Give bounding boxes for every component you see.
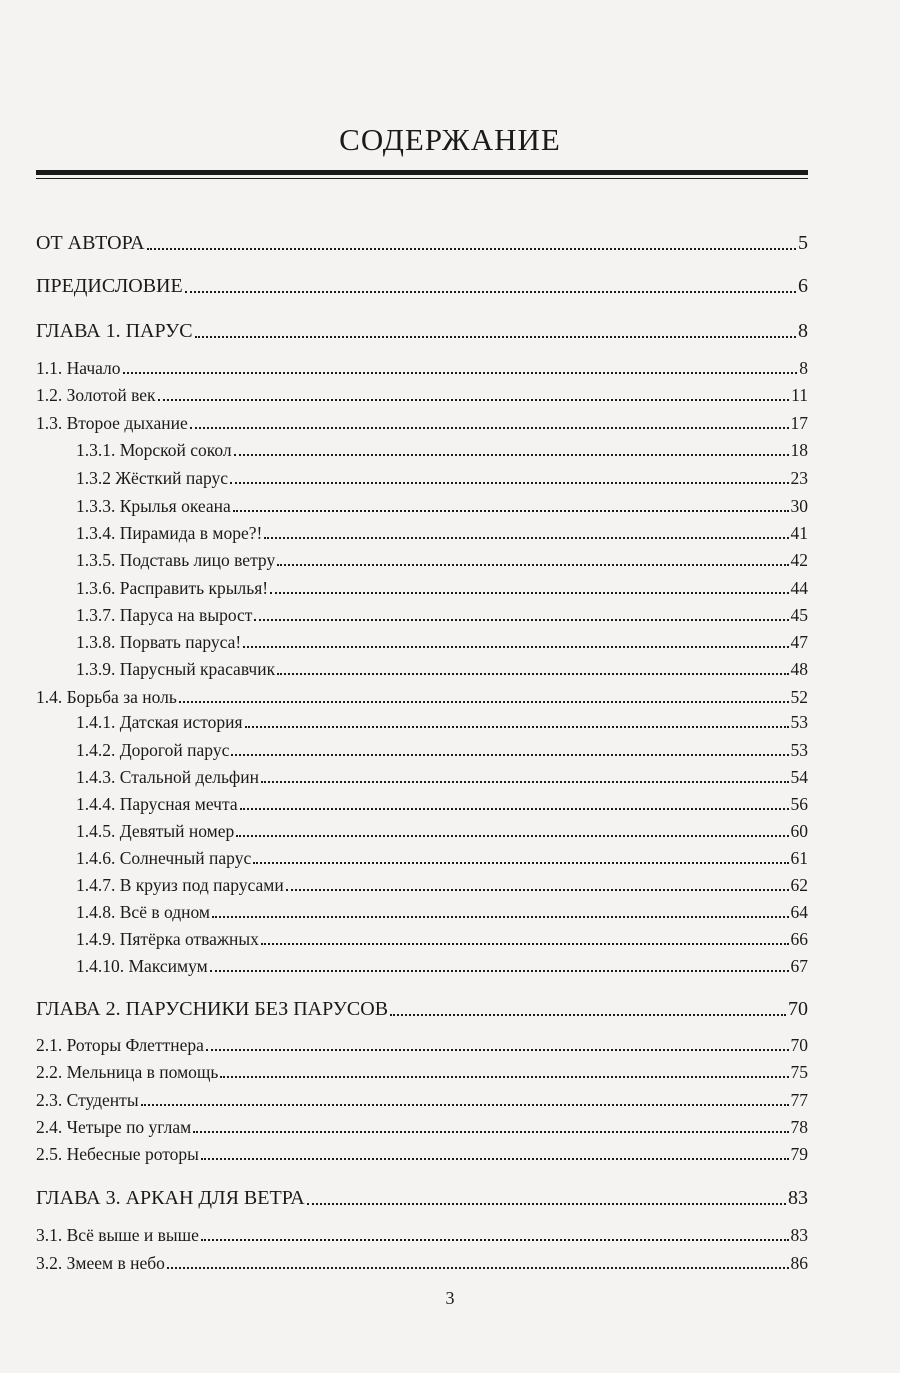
toc-entry-title: 3.1. Всё выше и выше	[36, 1225, 199, 1245]
toc-entry-page: 53	[790, 712, 808, 732]
toc-leader-dots	[201, 1158, 789, 1160]
toc-entry-page: 5	[798, 232, 808, 254]
toc-entry-page: 8	[799, 358, 808, 378]
toc-entry-title: 1.3.2 Жёсткий парус	[76, 468, 229, 488]
toc-leader-dots	[234, 454, 789, 456]
toc-leader-dots	[245, 726, 789, 728]
toc-entry	[36, 1035, 808, 1056]
toc-entry-title: 2.5. Небесные роторы	[36, 1144, 199, 1164]
toc-entry-page: 30	[790, 496, 808, 516]
toc-entry-page: 56	[790, 794, 808, 814]
toc-entry	[76, 468, 808, 489]
toc-entry-page: 79	[790, 1144, 808, 1164]
toc-leader-dots	[253, 862, 788, 864]
toc-entry	[76, 523, 808, 544]
toc-entry-title: ГЛАВА 2. ПАРУСНИКИ БЕЗ ПАРУСОВ	[36, 998, 389, 1020]
toc-entry-title: 1.4.4. Парусная мечта	[76, 794, 238, 814]
title-rule-thin	[36, 178, 808, 179]
toc-entry-page: 83	[790, 1225, 808, 1245]
toc-entry	[76, 632, 808, 653]
toc-entry-title: 1.4.10. Максимум	[76, 956, 208, 976]
toc-leader-dots	[264, 537, 788, 539]
toc-entry-page: 11	[791, 385, 808, 405]
toc-entry-page: 42	[790, 550, 808, 570]
toc-entry	[76, 956, 808, 977]
toc-leader-dots	[167, 1267, 789, 1269]
toc-leader-dots	[286, 889, 789, 891]
toc-entry-page: 45	[790, 605, 808, 625]
toc-entry	[36, 275, 808, 298]
toc-leader-dots	[220, 1076, 788, 1078]
toc-entry-title: 2.4. Четыре по углам	[36, 1117, 192, 1137]
toc-entry	[76, 712, 808, 733]
toc-entry	[36, 413, 808, 434]
toc-entry	[76, 496, 808, 517]
toc-entry-title: 2.3. Студенты	[36, 1090, 139, 1110]
toc-leader-dots	[206, 1049, 789, 1051]
toc-leader-dots	[240, 808, 789, 810]
toc-entry-page: 66	[790, 929, 808, 949]
toc-entry-page: 64	[790, 902, 808, 922]
toc-entry	[36, 687, 808, 708]
toc-entry	[76, 659, 808, 680]
toc-leader-dots	[210, 970, 789, 972]
toc-leader-dots	[261, 781, 789, 783]
toc-entry-page: 48	[790, 659, 808, 679]
toc-entry-title: 1.3. Второе дыхание	[36, 413, 188, 433]
toc-entry	[36, 1225, 808, 1246]
toc-entry-title: 3.2. Змеем в небо	[36, 1253, 165, 1273]
toc-entry-title: 1.4.3. Стальной дельфин	[76, 767, 259, 787]
toc-entry-title: 1.3.3. Крылья океана	[76, 496, 231, 516]
toc-leader-dots	[230, 482, 788, 484]
toc-entry-title: 1.4. Борьба за ноль	[36, 687, 177, 707]
toc-entry-page: 61	[790, 848, 808, 868]
toc-entry-title: 1.3.6. Расправить крылья!	[76, 578, 269, 598]
toc-entry-title: 1.3.4. Пирамида в море?!	[76, 523, 263, 543]
toc-entry-title: ОТ АВТОРА	[36, 232, 145, 254]
toc-entry	[76, 740, 808, 761]
toc-entry-title: 1.1. Начало	[36, 358, 121, 378]
toc-leader-dots	[390, 1014, 786, 1016]
toc-entry-title: 1.3.1. Морской сокол	[76, 440, 232, 460]
toc-entry-title: 1.3.7. Паруса на вырост	[76, 605, 253, 625]
toc-leader-dots	[277, 564, 788, 566]
toc-entry	[76, 875, 808, 896]
toc-entry	[36, 1187, 808, 1210]
toc-entry	[76, 550, 808, 571]
toc-entry-page: 17	[790, 413, 808, 433]
page-number: 3	[445, 1288, 455, 1308]
toc-entry	[36, 1090, 808, 1111]
toc-entry-page: 86	[790, 1253, 808, 1273]
toc-entry-page: 23	[790, 468, 808, 488]
toc-entry	[36, 232, 808, 255]
toc-entry	[76, 767, 808, 788]
toc-entry-page: 60	[790, 821, 808, 841]
toc-entry-title: ПРЕДИСЛОВИЕ	[36, 275, 183, 297]
toc-entry-page: 8	[798, 320, 808, 342]
toc-entry	[36, 1117, 808, 1138]
toc-leader-dots	[141, 1104, 789, 1106]
toc-entry-title: 1.4.9. Пятёрка отважных	[76, 929, 259, 949]
toc-entry	[76, 929, 808, 950]
toc-entry	[76, 440, 808, 461]
toc-leader-dots	[254, 619, 788, 621]
toc-leader-dots	[212, 916, 789, 918]
toc-leader-dots	[193, 1131, 788, 1133]
toc-entry-page: 41	[790, 523, 808, 543]
toc-entry	[76, 578, 808, 599]
toc-entry-page: 67	[790, 956, 808, 976]
toc-entry-title: 2.1. Роторы Флеттнера	[36, 1035, 204, 1055]
toc-entry-page: 78	[790, 1117, 808, 1137]
toc-leader-dots	[277, 673, 788, 675]
toc-leader-dots	[179, 701, 789, 703]
toc-leader-dots	[201, 1239, 789, 1241]
toc-leader-dots	[231, 754, 788, 756]
toc-entry-page: 75	[790, 1062, 808, 1082]
toc-entry	[76, 794, 808, 815]
toc-entry-title: 1.4.5. Девятый номер	[76, 821, 235, 841]
toc-entry-page: 54	[790, 767, 808, 787]
toc-entry-title: 1.4.6. Солнечный парус	[76, 848, 252, 868]
toc-leader-dots	[307, 1203, 786, 1205]
toc-leader-dots	[147, 248, 796, 250]
toc-entry-page: 52	[790, 687, 808, 707]
toc-entry-title: 1.4.1. Датская история	[76, 712, 243, 732]
page-title: СОДЕРЖАНИЕ	[339, 122, 561, 157]
toc-entry-page: 53	[790, 740, 808, 760]
toc-entry	[76, 821, 808, 842]
toc-entry	[36, 1144, 808, 1165]
toc-entry-title: ГЛАВА 3. АРКАН ДЛЯ ВЕТРА	[36, 1187, 305, 1209]
toc-leader-dots	[261, 943, 789, 945]
toc-entry-title: 1.3.8. Порвать паруса!	[76, 632, 242, 652]
toc-entry-title: 1.3.9. Парусный красавчик	[76, 659, 276, 679]
title-rule-thick	[36, 170, 808, 175]
toc-entry-page: 70	[788, 998, 808, 1020]
toc-entry-title: 1.4.2. Дорогой парус	[76, 740, 230, 760]
toc-entry-page: 62	[790, 875, 808, 895]
toc-entry-page: 18	[790, 440, 808, 460]
toc-leader-dots	[190, 427, 789, 429]
toc-entry	[36, 385, 808, 406]
toc-entry	[36, 998, 808, 1021]
toc-entry-page: 83	[788, 1187, 808, 1209]
toc-entry-page: 77	[790, 1090, 808, 1110]
toc-entry-title: 1.3.5. Подставь лицо ветру	[76, 550, 276, 570]
toc-entry-page: 44	[790, 578, 808, 598]
toc-entry-page: 6	[798, 275, 808, 297]
toc-entry-title: 2.2. Мельница в помощь	[36, 1062, 219, 1082]
toc-entry	[36, 1253, 808, 1274]
toc-entry	[76, 902, 808, 923]
toc-entry	[36, 358, 808, 379]
toc-leader-dots	[195, 336, 796, 338]
toc-entry	[76, 605, 808, 626]
toc-entry-page: 70	[790, 1035, 808, 1055]
toc-leader-dots	[233, 510, 789, 512]
toc-entry-page: 47	[790, 632, 808, 652]
toc-entry	[76, 848, 808, 869]
toc-leader-dots	[123, 372, 798, 374]
toc-leader-dots	[185, 291, 796, 293]
toc-entry-title: 1.4.8. Всё в одном	[76, 902, 210, 922]
toc-entry-title: 1.2. Золотой век	[36, 385, 156, 405]
toc-entry-title: 1.4.7. В круиз под парусами	[76, 875, 284, 895]
toc-entry	[36, 320, 808, 343]
toc-entry-title: ГЛАВА 1. ПАРУС	[36, 320, 193, 342]
toc-leader-dots	[270, 592, 788, 594]
toc-entry	[36, 1062, 808, 1083]
toc-leader-dots	[236, 835, 788, 837]
toc-leader-dots	[243, 646, 788, 648]
toc-leader-dots	[158, 399, 790, 401]
